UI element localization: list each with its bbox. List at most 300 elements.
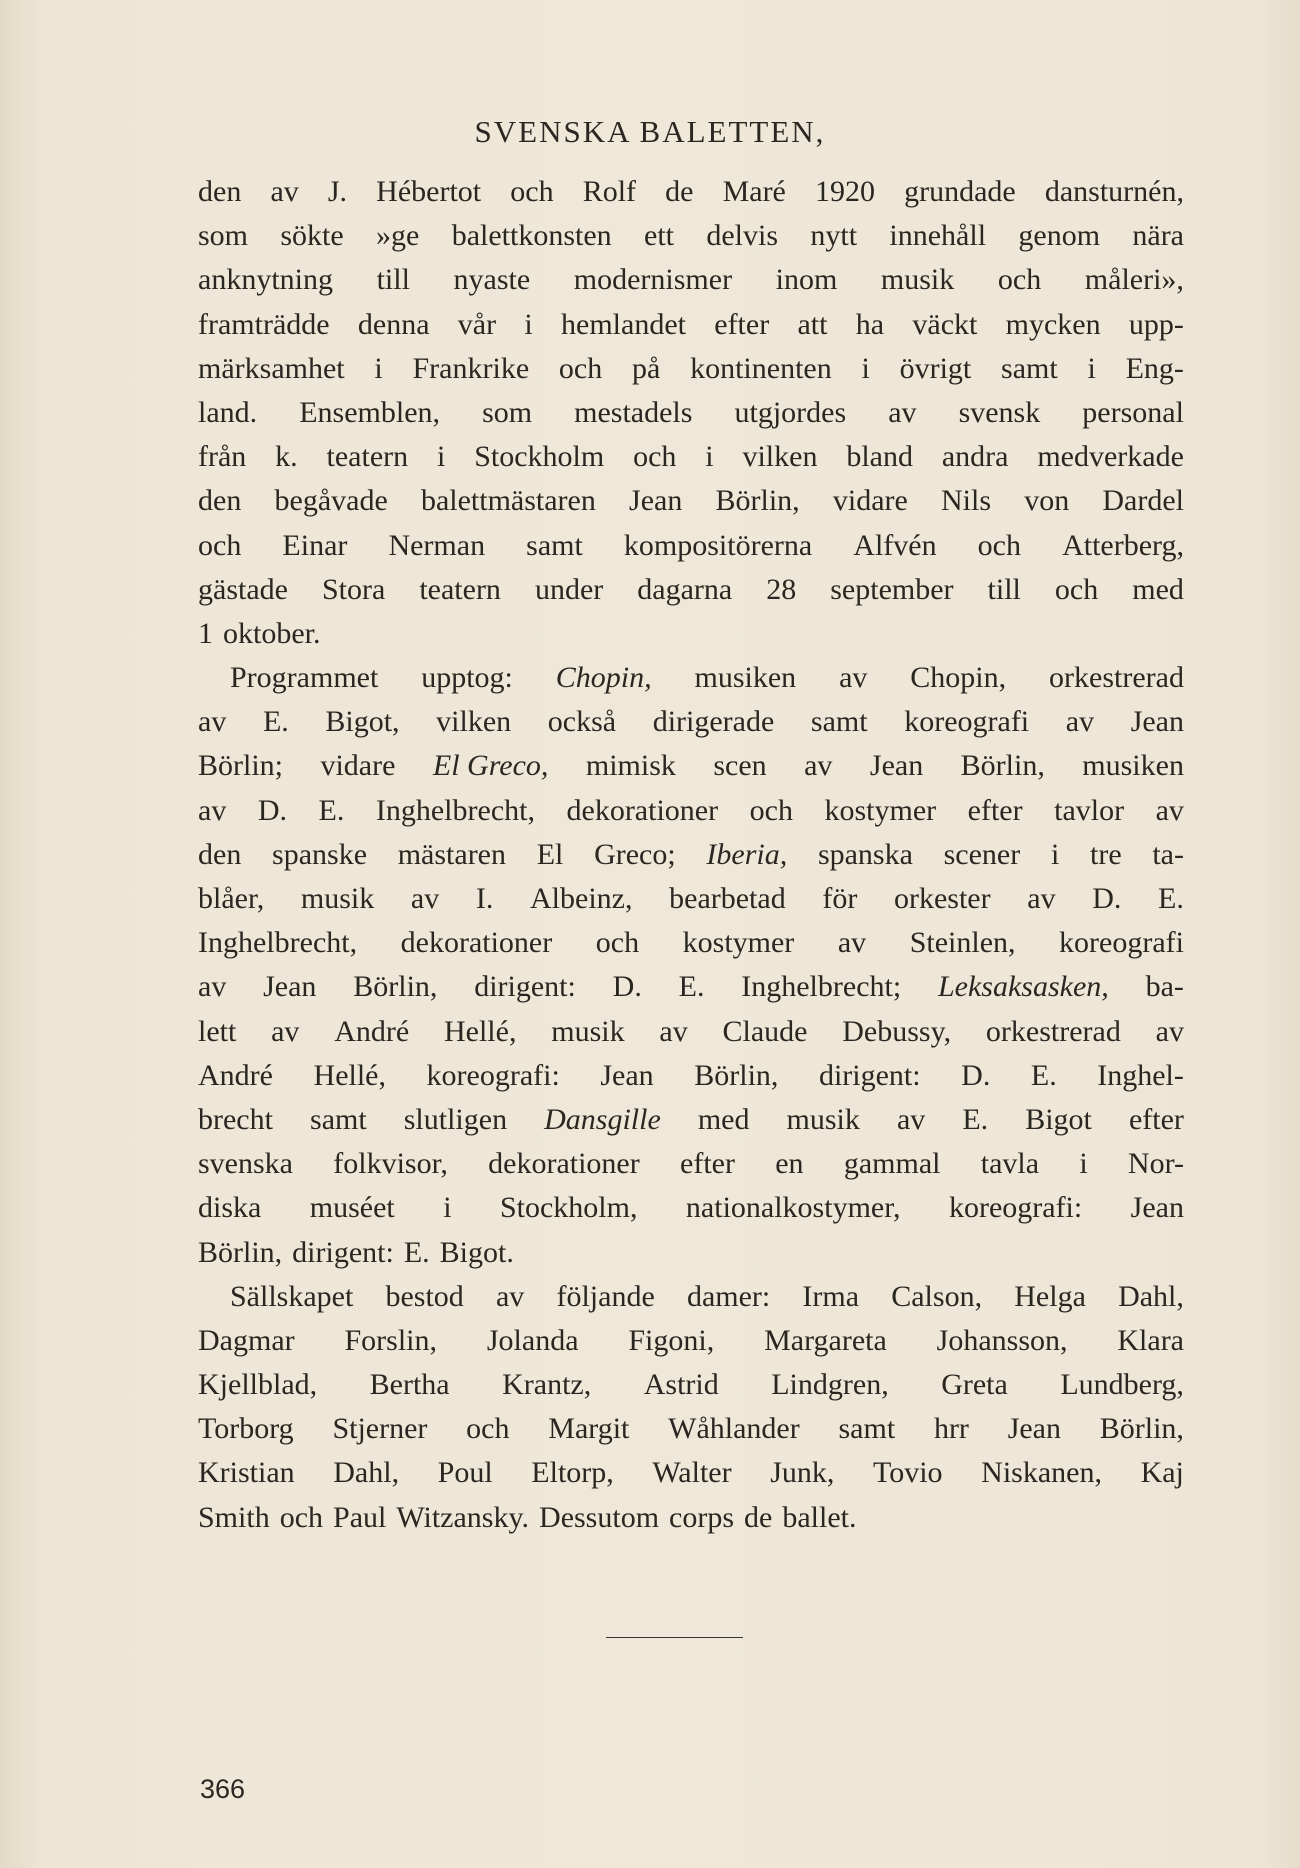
word: med <box>1132 572 1184 606</box>
word: mycken <box>1005 307 1101 341</box>
word: ett <box>644 219 675 253</box>
text-line <box>198 303 1184 347</box>
word: av <box>1155 1014 1184 1048</box>
text-line <box>198 1451 1184 1495</box>
word: koreografi <box>904 705 1030 739</box>
text-line <box>198 877 1184 921</box>
word: Poul <box>437 1456 493 1490</box>
word: koreografi <box>1059 926 1184 960</box>
word: »ge <box>376 219 420 253</box>
word: upptog: <box>421 661 513 695</box>
word: I. <box>475 882 494 915</box>
word: Claude <box>722 1014 808 1048</box>
word: Jean <box>263 970 317 1004</box>
word: som <box>198 219 249 253</box>
word: Jolanda <box>486 1323 579 1357</box>
word: Inghel- <box>1097 1058 1184 1092</box>
text-line <box>198 391 1184 435</box>
word: en <box>775 1147 804 1181</box>
word: tavlor <box>1054 793 1125 827</box>
word: Börlin, <box>960 749 1045 783</box>
text-line <box>198 744 1184 788</box>
word: Irma <box>802 1279 860 1313</box>
word: D. <box>257 793 288 827</box>
word: Wåhlander <box>668 1412 800 1446</box>
word: orkestrerad <box>1049 661 1184 695</box>
word: Dansgille <box>544 1102 661 1136</box>
word: dirigent: <box>474 970 576 1004</box>
word: och <box>1054 572 1099 606</box>
word: Steinlen, <box>909 926 1016 960</box>
word: märksamhet <box>198 351 345 385</box>
word: upp- <box>1128 307 1184 341</box>
text-line <box>198 921 1184 965</box>
word: denna <box>357 307 430 341</box>
text-line <box>198 435 1184 479</box>
word: E. <box>318 793 345 827</box>
word: musik <box>551 1014 625 1048</box>
word: måleri», <box>1084 263 1184 297</box>
word: Hellé, <box>313 1058 386 1092</box>
word: och <box>558 351 603 385</box>
word: koreografi: <box>426 1058 560 1092</box>
word: spanska <box>817 837 913 871</box>
word: av <box>837 926 867 960</box>
word: Sällskapet <box>230 1279 354 1313</box>
word: blåer, <box>198 882 265 915</box>
word: nyaste <box>453 263 531 297</box>
word: E. <box>1030 1058 1057 1092</box>
word: oktober. <box>223 616 321 650</box>
word: kostymer <box>682 926 795 960</box>
word: i <box>443 1191 452 1225</box>
word: Eltorp, <box>531 1456 614 1490</box>
word: efter <box>1128 1102 1184 1136</box>
word: samt <box>810 705 868 739</box>
word: Nerman <box>388 528 486 562</box>
word: väckt <box>912 307 978 341</box>
word: ba- <box>1145 970 1184 1004</box>
word: Torborg <box>198 1412 294 1446</box>
word: dansturnén, <box>1044 175 1184 208</box>
word: av <box>495 1279 525 1313</box>
text-line <box>198 524 1184 568</box>
word: Kaj <box>1140 1456 1184 1490</box>
word: Krantz, <box>502 1368 592 1402</box>
word: Margit <box>548 1412 630 1446</box>
word: k. <box>275 440 298 474</box>
word: av <box>410 882 440 915</box>
word: bearbetad <box>669 882 786 915</box>
text-line <box>198 656 1184 700</box>
word: dagarna <box>637 572 733 606</box>
word: kompositörerna <box>623 528 813 562</box>
word: av <box>659 1014 688 1048</box>
text-line <box>198 568 1184 612</box>
word: i <box>436 440 446 474</box>
word: kostymer <box>824 793 937 827</box>
word: Iberia, <box>706 837 788 871</box>
word: mestadels <box>574 395 693 429</box>
word: spanske <box>272 837 368 871</box>
word: E. <box>962 1102 989 1136</box>
word: 28 <box>766 572 797 606</box>
text-line <box>198 700 1184 744</box>
text-line <box>198 965 1184 1009</box>
word: E. <box>1158 882 1184 915</box>
word: sökte <box>280 219 344 253</box>
word: musiken <box>1082 749 1184 783</box>
word: nationalkostymer, <box>685 1191 901 1225</box>
word: efter <box>714 307 770 341</box>
word: Börlin, <box>715 484 800 518</box>
word: Börlin, <box>694 1058 779 1092</box>
word: Inghelbrecht, <box>375 793 535 827</box>
word: J. <box>327 175 348 208</box>
word: dirigerade <box>652 705 775 739</box>
word: Dahl, <box>1118 1279 1184 1313</box>
word: Figoni, <box>628 1323 715 1357</box>
running-head: SVENSKA BALETTEN, <box>474 114 826 149</box>
word: Atterberg, <box>1062 528 1184 562</box>
text-line <box>198 1098 1184 1142</box>
word: von <box>1024 484 1070 518</box>
word: E. <box>403 1235 430 1269</box>
word: de <box>665 175 694 208</box>
word: utgjordes <box>734 395 847 429</box>
word: balettkonsten <box>451 219 612 253</box>
word: svenska <box>198 1147 293 1181</box>
word: och <box>510 175 554 208</box>
word: de <box>744 1500 773 1534</box>
word: land. <box>198 395 258 429</box>
word: brecht <box>198 1102 273 1136</box>
word: Paul <box>333 1500 387 1534</box>
text-line <box>198 258 1184 302</box>
text-line <box>198 1275 1184 1319</box>
word: och <box>466 1412 510 1446</box>
word: Börlin; <box>198 749 284 783</box>
word: Inghelbrecht; <box>741 970 902 1004</box>
word: Börlin, <box>353 970 438 1004</box>
word: och <box>198 528 242 562</box>
word: Niskanen, <box>981 1456 1102 1490</box>
word: grundade <box>904 175 1016 208</box>
word: och <box>279 1500 324 1534</box>
word: Stora <box>321 572 386 606</box>
word: ballet. <box>782 1500 857 1534</box>
word: i <box>861 351 870 385</box>
word: hrr <box>933 1412 969 1446</box>
word: av <box>271 1014 300 1048</box>
word: Lundberg, <box>1060 1368 1184 1402</box>
word: Dahl, <box>333 1456 400 1490</box>
word: vidare <box>832 484 908 518</box>
word: Inghelbrecht, <box>198 926 358 960</box>
word: Margareta <box>764 1323 887 1357</box>
word: också <box>547 705 617 739</box>
word: Dardel <box>1102 484 1184 518</box>
word: Rolf <box>582 175 637 208</box>
word: Tovio <box>872 1456 943 1490</box>
word: dekorationer <box>400 926 553 960</box>
word: Börlin, <box>198 1235 283 1269</box>
word: genom <box>1018 219 1101 253</box>
word: Stockholm <box>474 440 605 474</box>
word: Programmet <box>230 661 379 695</box>
word: dirigent: <box>818 1058 921 1092</box>
word: och <box>977 528 1021 562</box>
word: september <box>830 572 954 606</box>
word: Bigot <box>1025 1102 1092 1136</box>
word: av <box>198 970 227 1004</box>
word: vilken <box>742 440 818 474</box>
word: den <box>198 175 242 208</box>
text-line <box>198 170 1184 214</box>
word: D. <box>612 970 642 1004</box>
word: André <box>198 1058 273 1092</box>
word: Walter <box>652 1456 732 1490</box>
word: Bigot. <box>439 1235 514 1269</box>
word: Chopin, <box>555 661 652 695</box>
word: scen <box>713 749 767 783</box>
word: Einar <box>282 528 348 562</box>
word: samt <box>1001 351 1058 385</box>
word: tre <box>1090 837 1122 871</box>
word: Klara <box>1117 1323 1184 1357</box>
word: Debussy, <box>842 1014 952 1048</box>
word: Stockholm, <box>499 1191 638 1225</box>
word: i <box>1079 1147 1088 1181</box>
word: musiken <box>694 661 797 695</box>
word: hemlandet <box>561 307 686 341</box>
word: Dessutom <box>539 1500 660 1534</box>
word: Frankrike <box>412 351 530 385</box>
word: Greco; <box>594 837 676 871</box>
word: Nils <box>941 484 992 518</box>
word: koreografi: <box>948 1191 1083 1225</box>
word: vidare <box>320 749 396 783</box>
text-line <box>198 1407 1184 1451</box>
word: till <box>376 263 410 297</box>
word: Eng- <box>1125 351 1184 385</box>
word: av <box>896 1102 926 1136</box>
text-line <box>198 479 1184 523</box>
word: medverkade <box>1037 440 1184 474</box>
word: Jean <box>1130 1191 1184 1225</box>
word: av <box>1027 882 1056 915</box>
word: Ensemblen, <box>299 395 441 429</box>
word: modernismer <box>573 263 733 297</box>
word: efter <box>680 1147 735 1181</box>
word: innehåll <box>889 219 987 253</box>
word: i <box>705 440 714 474</box>
word: delvis <box>706 219 779 253</box>
word: Bigot, <box>325 705 400 739</box>
word: musik <box>880 263 955 297</box>
word: samt <box>526 528 583 562</box>
word: gästade <box>198 572 288 606</box>
word: corps <box>669 1500 735 1534</box>
word: bland <box>846 440 913 474</box>
text-line <box>198 612 1184 656</box>
word: och <box>749 793 793 827</box>
word: begåvade <box>274 484 388 518</box>
word: av <box>839 661 868 695</box>
word: orkester <box>893 882 991 915</box>
word: gammal <box>843 1147 941 1181</box>
word: musik <box>786 1102 860 1136</box>
word: Jean <box>869 749 924 783</box>
text-line <box>198 1231 1184 1275</box>
word: ha <box>855 307 885 341</box>
body-text <box>198 170 1184 1540</box>
word: Albeinz, <box>530 882 633 915</box>
word: nära <box>1132 219 1184 253</box>
word: Astrid <box>643 1368 719 1402</box>
word: mimisk <box>585 749 676 783</box>
word: på <box>632 351 661 385</box>
word: Forslin, <box>344 1323 438 1357</box>
word: dekorationer <box>566 793 719 827</box>
word: teatern <box>326 440 409 474</box>
word: El <box>536 837 564 871</box>
word: av <box>270 175 299 208</box>
word: som <box>482 395 533 429</box>
word: den <box>198 484 242 518</box>
word: teatern <box>419 572 501 606</box>
word: i <box>1050 837 1060 871</box>
word: E. <box>262 705 289 739</box>
section-divider-rule <box>606 1637 743 1638</box>
word: till <box>987 572 1021 606</box>
word: av <box>888 395 917 429</box>
word: kontinenten <box>690 351 832 385</box>
word: att <box>797 307 828 341</box>
word: med <box>697 1102 750 1136</box>
text-line <box>198 1363 1184 1407</box>
word: dirigent: <box>292 1235 394 1269</box>
word: Hébertot <box>376 175 482 208</box>
page-number: 366 <box>200 1774 246 1804</box>
word: och <box>595 926 640 960</box>
word: Kjellblad, <box>198 1368 318 1402</box>
text-line <box>198 347 1184 391</box>
word: balettmästaren <box>420 484 596 518</box>
word: Dagmar <box>198 1323 295 1357</box>
word: lett <box>198 1014 237 1048</box>
word: Helga <box>1014 1279 1086 1313</box>
text-line <box>198 833 1184 877</box>
word: Börlin, <box>1099 1412 1184 1446</box>
word: Jean <box>629 484 683 518</box>
word: nytt <box>810 219 858 253</box>
word: Junk, <box>770 1456 835 1490</box>
word: under <box>534 572 604 606</box>
word: Alfvén <box>853 528 937 562</box>
word: Johansson, <box>936 1323 1068 1357</box>
word: ta- <box>1152 837 1184 871</box>
text-line <box>198 1142 1184 1186</box>
word: i <box>524 307 533 341</box>
text-line <box>198 1186 1184 1230</box>
word: tavla <box>980 1147 1040 1181</box>
word: i <box>374 351 383 385</box>
word: El Greco, <box>432 749 549 783</box>
word: Calson, <box>891 1279 983 1313</box>
word: inom <box>775 263 838 297</box>
word: anknytning <box>198 263 333 297</box>
text-line <box>198 214 1184 258</box>
word: av <box>198 705 227 739</box>
word: André <box>334 1014 410 1048</box>
word: musik <box>300 882 375 915</box>
word: Jean <box>600 1058 654 1092</box>
text-line <box>198 789 1184 833</box>
word: diska <box>198 1191 262 1225</box>
word: Nor- <box>1127 1147 1184 1181</box>
word: framträdde <box>198 307 330 341</box>
word: av <box>1155 793 1184 827</box>
word: Kristian <box>198 1456 295 1490</box>
word: vår <box>457 307 497 341</box>
word: 1 <box>198 616 213 650</box>
word: personal <box>1082 395 1184 429</box>
word: D. <box>1092 882 1122 915</box>
word: Stjerner <box>332 1412 428 1446</box>
word: Jean <box>1130 705 1184 739</box>
text-line <box>198 1319 1184 1363</box>
word: av <box>804 749 833 783</box>
word: Greta <box>941 1368 1008 1402</box>
word: dekorationer <box>488 1147 640 1181</box>
word: av <box>198 793 227 827</box>
word: scener <box>943 837 1021 871</box>
word: samt <box>310 1102 367 1136</box>
word: muséet <box>309 1191 395 1225</box>
word: från <box>198 440 247 474</box>
text-line <box>198 1010 1184 1054</box>
word: svensk <box>958 395 1041 429</box>
word: i <box>1087 351 1096 385</box>
text-line <box>198 1054 1184 1098</box>
word: Witzansky. <box>396 1500 530 1534</box>
word: följande <box>556 1279 655 1313</box>
word: Jean <box>1007 1412 1061 1446</box>
word: bestod <box>385 1279 464 1313</box>
word: folkvisor, <box>333 1147 448 1181</box>
text-line <box>198 1496 1184 1540</box>
word: Hellé, <box>443 1014 517 1048</box>
word: av <box>1065 705 1095 739</box>
word: och <box>997 263 1042 297</box>
word: samt <box>838 1412 896 1446</box>
word: damer: <box>686 1279 771 1313</box>
word: Lindgren, <box>771 1368 889 1402</box>
word: slutligen <box>403 1102 508 1136</box>
word: och <box>633 440 677 474</box>
word: efter <box>967 793 1023 827</box>
word: Bertha <box>369 1368 450 1402</box>
word: 1920 <box>814 175 875 208</box>
word: orkestrerad <box>985 1014 1121 1048</box>
word: Smith <box>198 1500 270 1534</box>
word: vilken <box>436 705 512 739</box>
word: mästaren <box>397 837 506 871</box>
word: för <box>822 882 858 915</box>
word: D. <box>961 1058 991 1092</box>
word: andra <box>941 440 1009 474</box>
